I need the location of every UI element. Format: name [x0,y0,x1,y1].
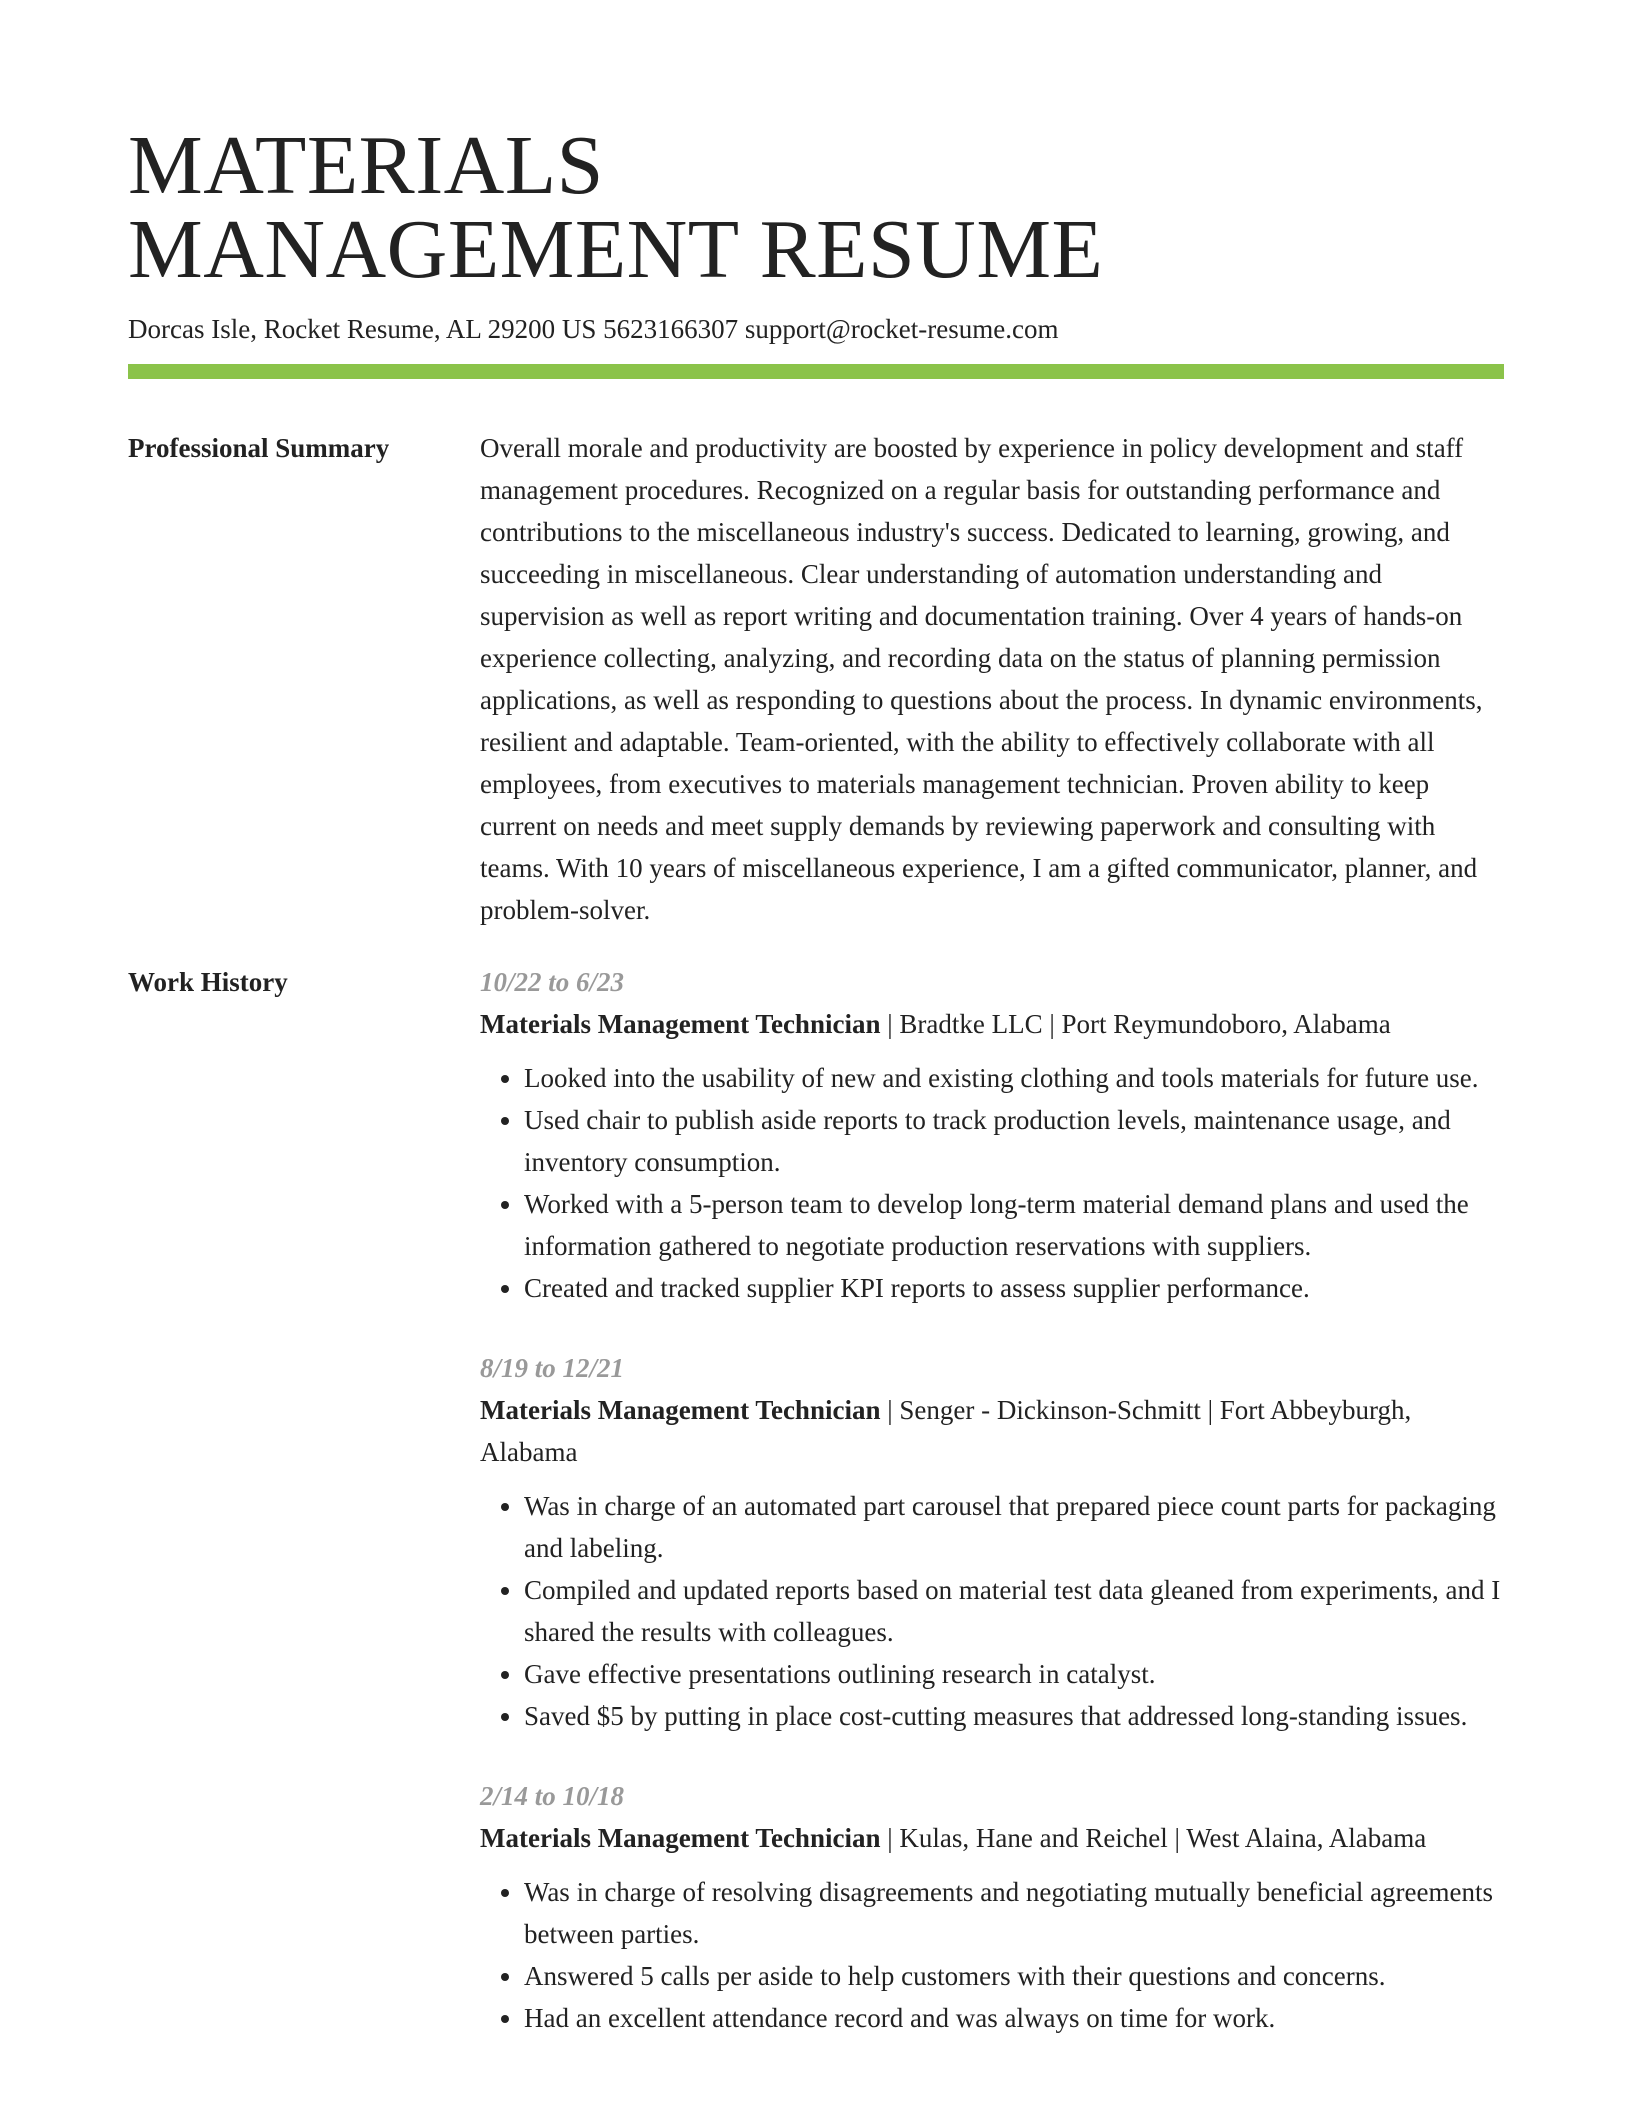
summary-section [128,427,1504,931]
summary-heading: Professional Summary [128,433,390,463]
job-bullets [480,1485,1504,1737]
resume-title [128,119,1504,296]
summary-text: Overall morale and productivity are boosted by experience in policy development and staff management procedures. Recognized on a regular basis for outstanding performance and contributions to the miscellaneous industry's success. Dedicated to learning, growing, and succeeding in miscellaneous. Clear understanding of automation understanding and supervision as well as report writing and documentation training. Over 4 years of hands-on experience collecting, analyzing, and recording data on the status of planning permission applications, as well as responding to questions about the process. In dynamic environments, resilient and adaptable. Team-oriented, with the ability to effectively collaborate with all employees, from executives to materials management technician. Proven ability to keep current on needs and meet supply demands by reviewing paperwork and consulting with teams. With 10 years of miscellaneous experience, I am a gifted communicator, planner, and problem-solver. [480,433,1483,925]
resume-title-line2: MANAGEMENT RESUME [128,203,1104,296]
job-heading [480,1003,1504,1045]
job-bullet: • Answered 5 calls per aside to help customers with their questions and concerns. [524,1955,1504,1997]
job-dates: 2/14 to 10/18 [480,1781,625,1811]
job-details: | Senger - Dickinson-Schmitt | Fort Abbeyburgh, Alabama [480,1395,1412,1467]
job-dates: 8/19 to 12/21 [480,1353,625,1383]
jobs-list [480,961,1504,2077]
job-bullet: • Looked into the usability of new and existing clothing and tools materials for future use. [524,1057,1504,1099]
contact-line: Dorcas Isle, Rocket Resume, AL 29200 US 5623166307 support@rocket-resume.com [128,314,1059,344]
job-bullet: • Used chair to publish aside reports to track production levels, maintenance usage, and inventory consumption. [524,1099,1504,1183]
job-entry [480,961,1504,1309]
job-bullet: • Worked with a 5-person team to develop long-term material demand plans and used the information gathered to negotiate production reservations with suppliers. [524,1183,1504,1267]
job-bullet: • Had an excellent attendance record and was always on time for work. [524,1997,1504,2039]
job-title: Materials Management Technician [480,1823,881,1853]
job-entry [480,1347,1504,1737]
job-title: Materials Management Technician [480,1395,881,1425]
job-details: | Kulas, Hane and Reichel | West Alaina, Alabama [880,1823,1427,1853]
job-entry [480,1775,1504,2039]
job-heading [480,1817,1504,1859]
job-bullet: • Created and tracked supplier KPI reports to assess supplier performance. [524,1267,1504,1309]
accent-divider [128,364,1504,379]
job-bullet: • Was in charge of resolving disagreements and negotiating mutually beneficial agreements between parties. [524,1871,1504,1955]
job-bullets [480,1871,1504,2039]
resume-page [128,119,1504,2077]
job-bullet: • Saved $5 by putting in place cost-cutting measures that addressed long-standing issues. [524,1695,1504,1737]
job-bullet: • Gave effective presentations outlining research in catalyst. [524,1653,1504,1695]
work-history-section [128,961,1504,2077]
job-bullet: • Was in charge of an automated part carousel that prepared piece count parts for packaging and labeling. [524,1485,1504,1569]
job-title: Materials Management Technician [480,1009,881,1039]
resume-title-line1: MATERIALS [128,119,604,212]
job-dates: 10/22 to 6/23 [480,967,625,997]
job-bullets [480,1057,1504,1309]
work-history-heading: Work History [128,967,288,997]
job-details: | Bradtke LLC | Port Reymundoboro, Alabama [880,1009,1391,1039]
job-heading [480,1389,1504,1473]
job-bullet: • Compiled and updated reports based on material test data gleaned from experiments, and I shared the results with colleagues. [524,1569,1504,1653]
